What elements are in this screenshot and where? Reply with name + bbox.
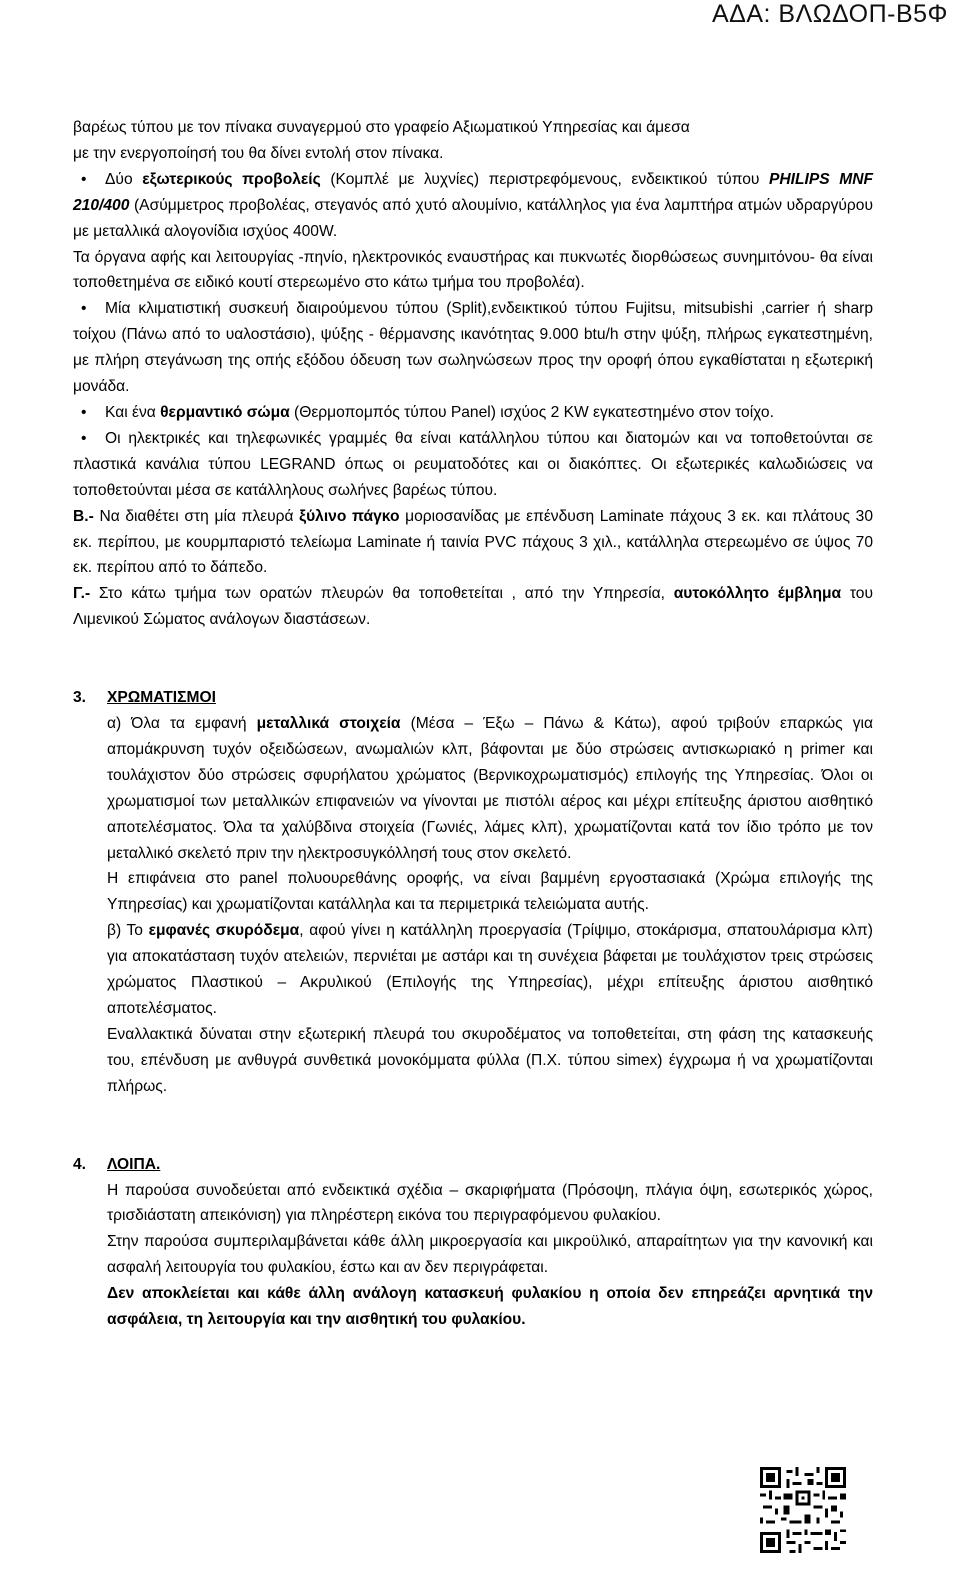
text-span: Να διαθέτει στη μία πλευρά — [93, 507, 300, 525]
para-intro — [73, 115, 873, 167]
text-span: Μία κλιματιστική συσκευή διαιρούμενου τύπου (Split),ενδεικτικού τύπου Fujitsu, mitsubishi ,carrier ή sharp τοίχου (Πάνω από το υαλοστάσιο), ψύξης - θέρμανσης ικανότητας 9.000 btu/h στην ψύξη, πλήρως εγκατεστημένη, με πλήρη στεγάνωση της οπής εξόδου όδευση των σωληνώσεων προς την οροφή όπου εγκαθίσταται η εξωτερική μονάδα. — [73, 300, 873, 396]
bullet-floodlights — [73, 167, 873, 245]
text-span: (Ασύμμετρος προβολέας, στεγανός από χυτό αλουμίνιο, κατάλληλος για ένα λαμπτήρα ατμών υδραργύρου με μεταλλικά αλογονίδια ισχύος 400W. — [73, 196, 873, 240]
bold-text: μεταλλικά στοιχεία — [256, 715, 401, 733]
section-3-b — [107, 918, 873, 1022]
text-span: Και ένα — [105, 403, 161, 421]
bullet-wiring — [73, 426, 873, 504]
section-4-p1: Η παρούσα συνοδεύεται από ενδεικτικά σχέδια – σκαριφήματα (Πρόσοψη, πλάγια όψη, εσωτερικός χώρος, τρισδιάστατη απεικόνιση) για πληρέστερη εικόνα του περιγραφόμενου φυλακίου. — [107, 1181, 873, 1225]
text-span: α) Όλα τα εμφανή — [107, 715, 257, 733]
section-4-p3 — [107, 1281, 873, 1333]
para-intro-line1: βαρέως τύπου με τον πίνακα συναγερμού στο γραφείο Αξιωματικού Υπηρεσίας και άμεσα — [73, 119, 690, 136]
item-b — [73, 504, 873, 582]
section-3-heading — [73, 685, 873, 711]
section-number: 4. — [73, 1155, 87, 1173]
italic-text: PHILIPS MNF 210/400 — [73, 170, 873, 214]
para-floodlight-cont: Τα όργανα αφής και λειτουργίας -πηνίο, ηλεκτρονικός εναυστήρας και πυκνωτές διορθώσεως συνημιτόνου- θα είναι τοποθετημένα σε ειδικό κουτί στερεωμένο στο κάτω τμήμα του προβολέα). — [73, 248, 873, 292]
item-g — [73, 581, 873, 633]
section-3-panel: Η επιφάνεια στο panel πολυουρεθάνης οροφής, να είναι βαμμένη εργοστασιακά (Χρώμα επιλογής της Υπηρεσίας) και χρωματίζονται κατάλληλα και τα περιμετρικά τελειώματα αυτής. — [107, 870, 873, 914]
section-3-alt: Εναλλακτικά δύναται στην εξωτερική πλευρά του σκυροδέματος να τοποθετείται, στη φάση της κατασκευής του, επένδυση με ανθυγρά συνθετικά μονοκόμματα φύλλα (Π.Χ. τύπου simex) έγχρωμα ή να χρωματίζονται πλήρως. — [107, 1025, 873, 1095]
text-span: του Λιμενικού Σώματος ανάλογων διαστάσεων. — [73, 585, 873, 629]
qr-code-icon — [760, 1467, 846, 1553]
bold-text: Δεν αποκλείεται και κάθε άλλη ανάλογη κατασκευή φυλακίου η οποία δεν επηρεάζει αρνητικά την ασφάλεια, τη λειτουργία και την αισθητική του φυλακίου. — [107, 1285, 873, 1329]
item-g-label: Γ.- — [73, 585, 91, 603]
bold-text: εξωτερικούς προβολείς — [142, 170, 321, 188]
para-intro-line2: με την ενεργοποίησή του θα δίνει εντολή στον πίνακα. — [73, 144, 444, 162]
bullet-heater — [73, 400, 873, 426]
section-4-body — [73, 1178, 873, 1333]
text-span: (Θερμοπομπός τύπου Panel) ισχύος 2 KW εγκατεστημένο στον τοίχο. — [289, 403, 774, 421]
bold-text: ξύλινο πάγκο — [299, 507, 400, 525]
bold-text: εμφανές σκυρόδεμα — [148, 922, 300, 940]
text-span: Στο κάτω τμήμα των ορατών πλευρών θα τοποθετείται , από την Υπηρεσία, — [90, 585, 674, 603]
section-4-heading — [73, 1152, 873, 1178]
ada-header: ΑΔΑ: ΒΛΩΔΟΠ-Β5Φ — [711, 0, 948, 28]
text-span: μοριοσανίδας με επένδυση Laminate πάχους 3 εκ. και πλάτους 30 εκ. περίπου, με κουρμπαριστό τελείωμα Laminate ή ταινία PVC πάχους 3 χιλ., κατάλληλα στερεωμένο σε ύψος 70 εκ. περίπου από το δάπεδο. — [73, 507, 873, 577]
section-title: ΧΡΩΜΑΤΙΣΜΟΙ — [107, 689, 216, 707]
section-4-p2: Στην παρούσα συμπεριλαμβάνεται κάθε άλλη μικροεργασία και μικροϋλικό, απαραίτητων για την κανονική και ασφαλή λειτουργία του φυλακίου, έστω και αν δεν περιγράφεται. — [107, 1233, 873, 1277]
bold-text: αυτοκόλλητο έμβλημα — [673, 585, 842, 603]
text-span: Δύο — [105, 170, 143, 188]
text-span: (Μέσα – Έξω – Πάνω & Κάτω), αφού τριβούν επαρκώς για απομάκρυνση τυχόν οξειδώσεων, ανωμαλιών κλπ, βάφονται με δύο στρώσεις αντισκωριακό η primer και τουλάχιστον δύο στρώσεις σφυρήλατου χρώματος (Βερνικοχρωματισμός) επιλογής της Υπηρεσίας. Όλοι οι χρωματισμοί των μεταλλικών επιφανειών να γίνονται με πιστόλι αέρος και μέχρι επίτευξης άριστου αισθητικό αποτελέσματος. Όλα τα χαλύβδινα στοιχεία (Γωνιές, λάμες κλπ), χρωματίζονται κατά τον ίδιο τρόπο με τον μεταλλικό σκελετό πριν την ηλεκτροσυγκόλλησή τους στον σκελετό. — [107, 715, 873, 862]
text-span: Οι ηλεκτρικές και τηλεφωνικές γραμμές θα είναι κατάλληλου τύπου και διατομών και να τοποθετούνται σε πλαστικά κανάλια τύπου LEGRAND όπως οι ρευματοδότες και οι διακόπτες. Οι εξωτερικές καλωδιώσεις να τοποθετούνται μέσα σε κατάλληλους σωλήνες βαρέως τύπου. — [73, 429, 873, 499]
bullet-icon: • — [81, 429, 87, 447]
bullet-icon: • — [81, 300, 87, 318]
section-3-body — [73, 711, 873, 1100]
bullet-icon: • — [81, 403, 87, 421]
section-title: ΛΟΙΠΑ. — [107, 1155, 161, 1173]
section-3-a — [107, 711, 873, 866]
document-body — [73, 115, 873, 1333]
bullet-ac — [73, 296, 873, 400]
bold-text: θερμαντικό σώμα — [160, 403, 290, 421]
section-number: 3. — [73, 689, 87, 707]
item-b-label: Β.- — [73, 507, 94, 525]
text-span: β) Το — [107, 922, 149, 940]
text-span: (Κομπλέ με λυχνίες) περιστρεφόμενους, ενδεικτικού τύπου — [320, 170, 769, 188]
text-span: , αφού γίνει η κατάλληλη προεργασία (Τρίψιμο, στοκάρισμα, σπατουλάρισμα κλπ) για αποκατάσταση τυχόν ατελειών, περνιέται με αστάρι και τη συνέχεια βάφεται με τουλάχιστον τρεις στρώσεις χρώματος Πλαστικού – Ακρυλικού (Επιλογής της Υπηρεσίας), μέχρι επίτευξης άριστου αισθητικό αποτελέσματος. — [107, 922, 874, 1017]
bullet-icon: • — [81, 170, 87, 188]
